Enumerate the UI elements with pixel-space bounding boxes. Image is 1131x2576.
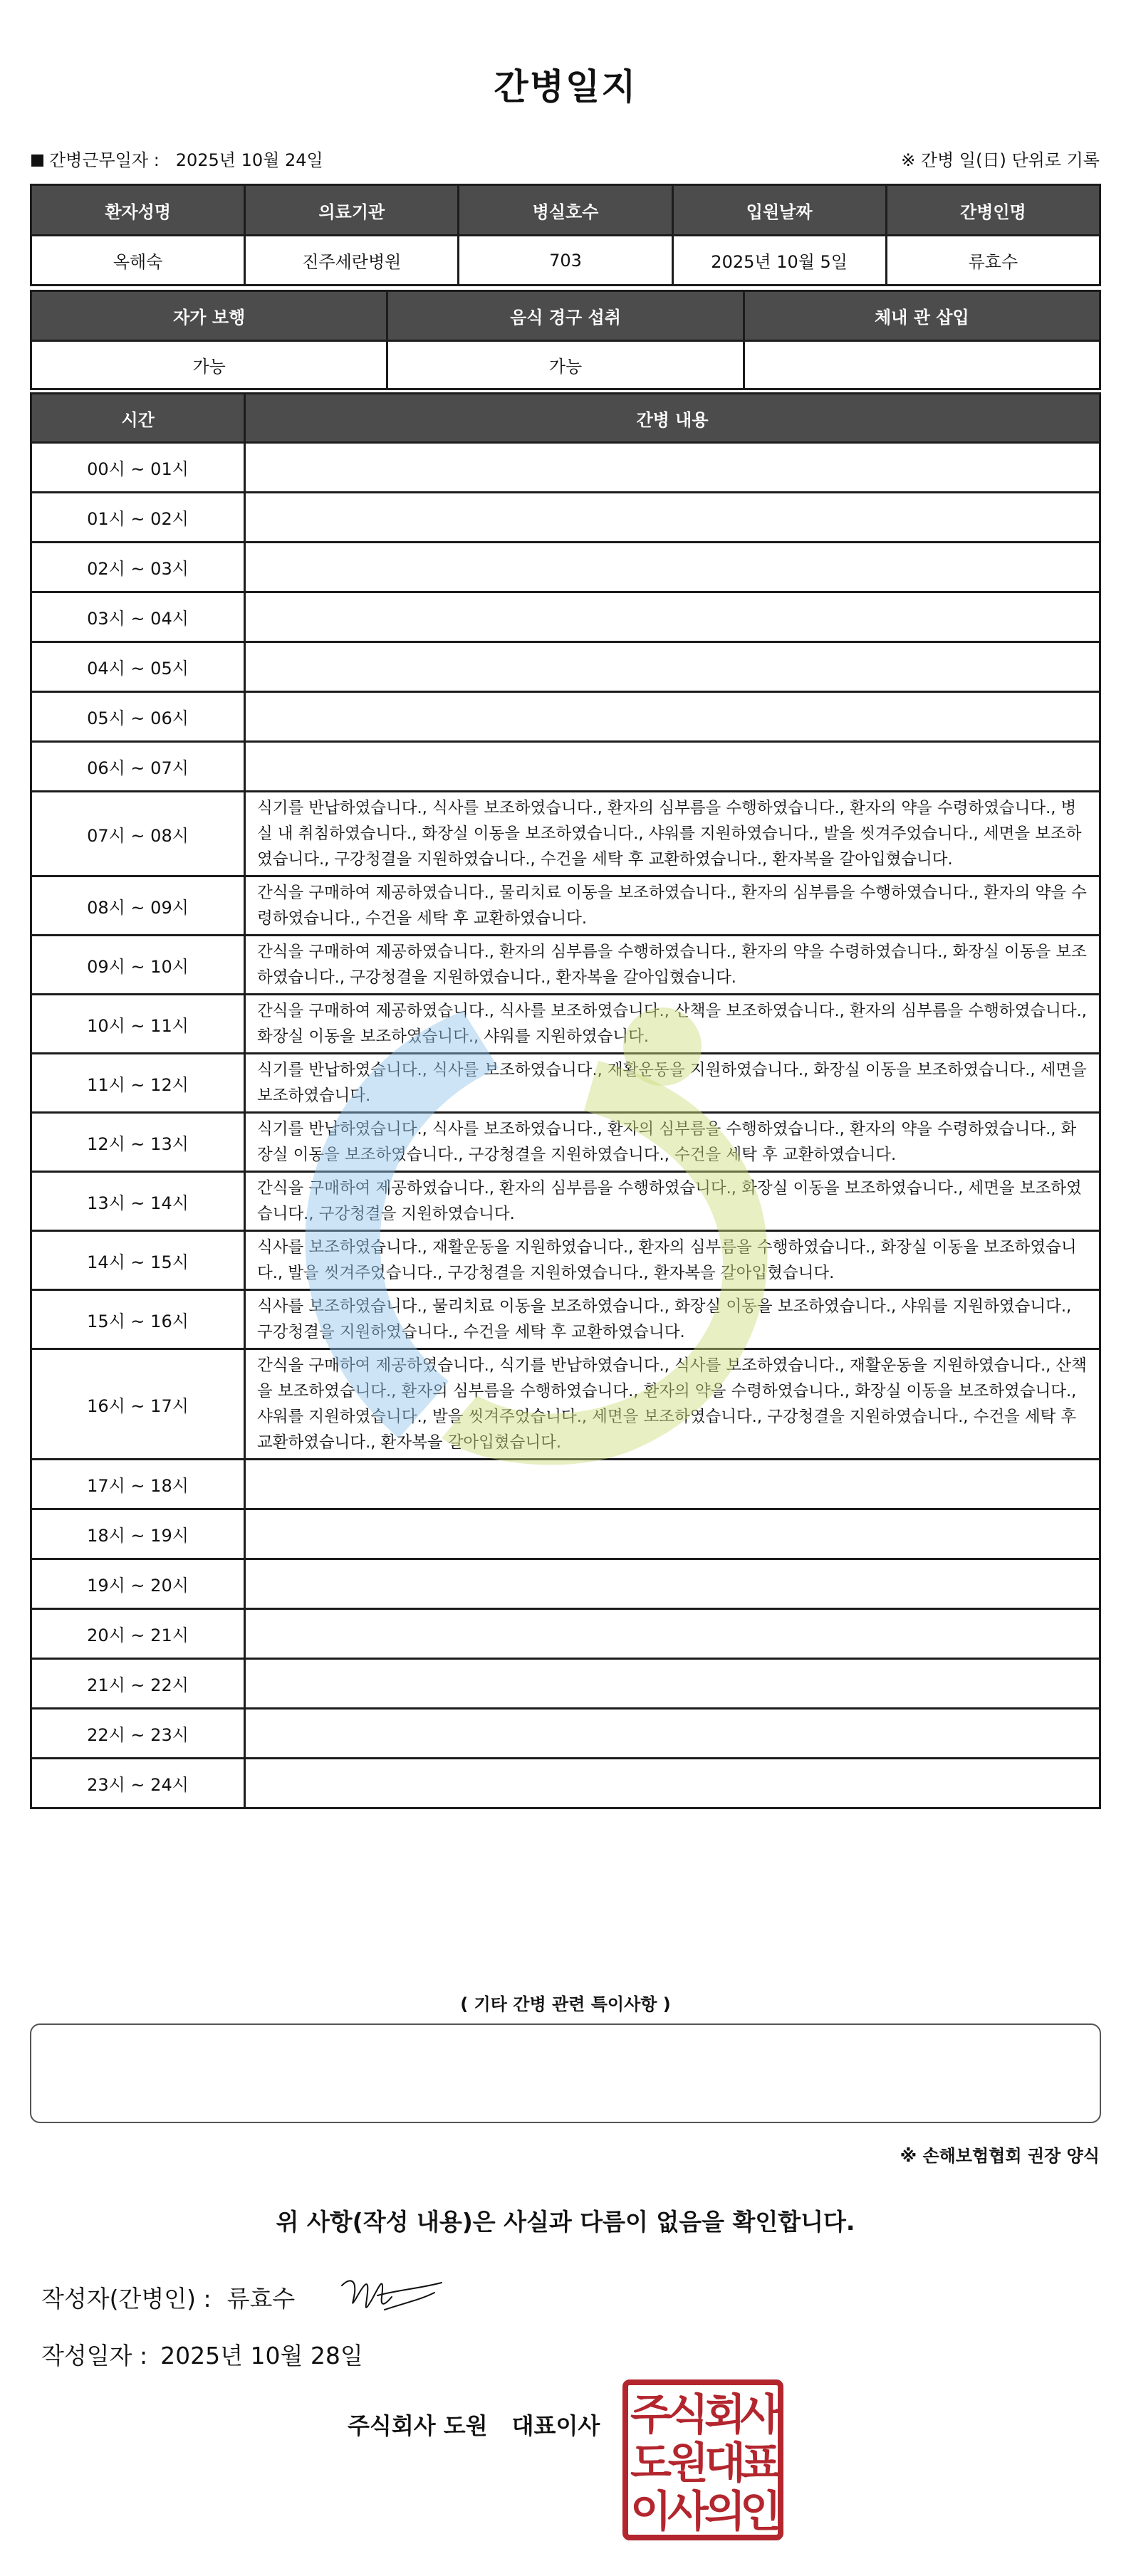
write-date-line — [41, 2337, 363, 2371]
care-log-time: 20시 ~ 21시 — [31, 1609, 245, 1659]
care-log-content — [245, 1460, 1100, 1509]
care-log-time: 22시 ~ 23시 — [31, 1709, 245, 1759]
care-log-time: 19시 ~ 20시 — [31, 1559, 245, 1609]
hospital-header: 의료기관 — [245, 185, 459, 236]
care-log-table — [30, 392, 1101, 1809]
care-log-content: 간식을 구매하여 제공하였습니다., 환자의 심부름을 수행하였습니다., 화장실 이동을 보조하였습니다., 세면을 보조하였습니다., 구강청결을 지원하였습니다. — [245, 1172, 1100, 1231]
hospital-value: 진주세란병원 — [245, 236, 459, 286]
care-log-content — [245, 692, 1100, 742]
caregiver-value: 류효수 — [886, 236, 1100, 286]
patient-info-table — [30, 184, 1101, 286]
svg-text:표: 표 — [740, 2439, 781, 2488]
svg-text:도: 도 — [630, 2439, 672, 2488]
care-log-time: 17시 ~ 18시 — [31, 1460, 245, 1509]
company-name: 주식회사 도원 — [348, 2412, 488, 2439]
care-log-content — [245, 1709, 1100, 1759]
care-log-row — [31, 1509, 1100, 1559]
care-log-time: 08시 ~ 09시 — [31, 876, 245, 936]
svg-text:식: 식 — [667, 2390, 709, 2440]
care-log-row — [31, 1349, 1100, 1460]
care-log-time: 05시 ~ 06시 — [31, 692, 245, 742]
care-log-row — [31, 642, 1100, 692]
care-log-content: 식사를 보조하였습니다., 물리치료 이동을 보조하였습니다., 화장실 이동을 보조하였습니다., 샤워를 지원하였습니다., 구강청결을 지원하였습니다., 수건을 세탁 후 교환하였습니다. — [245, 1290, 1100, 1349]
write-date-value: 2025년 10월 28일 — [160, 2342, 363, 2370]
care-log-row — [31, 876, 1100, 936]
work-date-label: 간병근무일자 : — [49, 150, 160, 170]
care-log-content — [245, 1609, 1100, 1659]
admission-date-value: 2025년 10월 5일 — [672, 236, 886, 286]
care-log-body — [31, 443, 1100, 1808]
patient-name-value: 옥해숙 — [31, 236, 245, 286]
care-log-content: 식기를 반납하였습니다., 식사를 보조하였습니다., 환자의 심부름을 수행하였습니다., 환자의 약을 수령하였습니다., 병실 내 취침하였습니다., 화장실 이동을 보조하였습니다., 샤워를 지원하였습니다., 발을 씻겨주었습니다., 세면을 보조하였습니다., 구강청결을 지원하였습니다., 수건을 세탁 후 교환하였습니다., 환자복을 갈아입혔습니다. — [245, 792, 1100, 876]
caregiver-header: 간병인명 — [886, 185, 1100, 236]
svg-text:사: 사 — [667, 2487, 709, 2537]
care-log-row — [31, 1290, 1100, 1349]
care-log-content — [245, 543, 1100, 592]
svg-text:이: 이 — [630, 2487, 672, 2537]
document-title: 간병일지 — [494, 66, 637, 108]
care-log-row — [31, 1054, 1100, 1113]
care-log-time: 04시 ~ 05시 — [31, 642, 245, 692]
care-log-content — [245, 443, 1100, 493]
care-log-content: 간식을 구매하여 제공하였습니다., 환자의 심부름을 수행하였습니다., 환자의 약을 수령하였습니다., 화장실 이동을 보조하였습니다., 구강청결을 지원하였습니다., 환자복을 갈아입혔습니다. — [245, 936, 1100, 995]
patient-name-header: 환자성명 — [31, 185, 245, 236]
care-log-row — [31, 443, 1100, 493]
svg-text:주: 주 — [630, 2390, 672, 2440]
write-date-label: 작성일자 : — [41, 2342, 148, 2370]
care-log-content — [245, 1759, 1100, 1808]
care-log-content — [245, 1559, 1100, 1609]
care-log-row — [31, 1460, 1100, 1509]
care-log-time: 18시 ~ 19시 — [31, 1509, 245, 1559]
walking-value: 가능 — [31, 341, 387, 389]
care-log-content: 간식을 구매하여 제공하였습니다., 식기를 반납하였습니다., 식사를 보조하였습니다., 재활운동을 지원하였습니다., 산책을 보조하였습니다., 환자의 심부름을 수행하였습니다., 환자의 약을 수령하였습니다., 화장실 이동을 보조하였습니다., 샤워를 지원하였습니다., 발을 씻겨주었습니다., 세면을 보조하였습니다., 구강청결을 지원하였습니다., 수건을 세탁 후 교환하였습니다., 환자복을 갈아입혔습니다. — [245, 1349, 1100, 1460]
care-log-content: 식기를 반납하였습니다., 식사를 보조하였습니다., 재활운동을 지원하였습니다., 화장실 이동을 보조하였습니다., 세면을 보조하였습니다. — [245, 1054, 1100, 1113]
care-log-content — [245, 742, 1100, 792]
care-log-row — [31, 1113, 1100, 1172]
svg-text:의: 의 — [704, 2487, 746, 2537]
care-log-row — [31, 1659, 1100, 1709]
confirmation-statement: 위 사항(작성 내용)은 사실과 다름이 없음을 확인합니다. — [276, 2208, 855, 2236]
svg-text:인: 인 — [740, 2487, 781, 2537]
care-log-content — [245, 493, 1100, 543]
svg-text:사: 사 — [740, 2390, 781, 2440]
extra-notes-box — [30, 2023, 1101, 2123]
care-log-row — [31, 1759, 1100, 1808]
care-log-row — [31, 592, 1100, 642]
care-log-time: 00시 ~ 01시 — [31, 443, 245, 493]
care-log-row — [31, 792, 1100, 876]
care-log-time: 07시 ~ 08시 — [31, 792, 245, 876]
care-log-time: 14시 ~ 15시 — [31, 1231, 245, 1290]
time-header: 시간 — [31, 394, 245, 443]
care-log-row — [31, 1231, 1100, 1290]
company-line — [348, 2408, 600, 2441]
work-date-line — [31, 146, 323, 171]
care-log-content: 간식을 구매하여 제공하였습니다., 물리치료 이동을 보조하였습니다., 환자의 심부름을 수행하였습니다., 환자의 약을 수령하였습니다., 수건을 세탁 후 교환하였습니다. — [245, 876, 1100, 936]
tube-insertion-value — [744, 341, 1100, 389]
care-log-row — [31, 995, 1100, 1054]
care-log-time: 06시 ~ 07시 — [31, 742, 245, 792]
care-log-time: 13시 ~ 14시 — [31, 1172, 245, 1231]
tube-insertion-header: 체내 관 삽입 — [744, 291, 1100, 341]
care-log-row — [31, 1172, 1100, 1231]
company-role: 대표이사 — [511, 2412, 600, 2439]
care-log-time: 10시 ~ 11시 — [31, 995, 245, 1054]
care-log-time: 11시 ~ 12시 — [31, 1054, 245, 1113]
care-log-row — [31, 692, 1100, 742]
care-log-content — [245, 642, 1100, 692]
content-header: 간병 내용 — [245, 394, 1100, 443]
admission-date-header: 입원날짜 — [672, 185, 886, 236]
care-log-content: 간식을 구매하여 제공하였습니다., 식사를 보조하였습니다., 산책을 보조하였습니다., 환자의 심부름을 수행하였습니다., 화장실 이동을 보조하였습니다., 샤워를 지원하였습니다. — [245, 995, 1100, 1054]
care-log-time: 02시 ~ 03시 — [31, 543, 245, 592]
care-log-content: 식사를 보조하였습니다., 재활운동을 지원하였습니다., 환자의 심부름을 수행하였습니다., 화장실 이동을 보조하였습니다., 발을 씻겨주었습니다., 구강청결을 지원하였습니다., 환자복을 갈아입혔습니다. — [245, 1231, 1100, 1290]
square-bullet-icon — [31, 155, 43, 167]
insurer-note: ※ 손해보험협회 권장 양식 — [900, 2146, 1100, 2166]
svg-text:회: 회 — [704, 2390, 746, 2440]
room-header: 병실호수 — [459, 185, 672, 236]
writer-label: 작성자(간병인) : — [41, 2285, 212, 2313]
care-log-content — [245, 1659, 1100, 1709]
care-log-time: 01시 ~ 02시 — [31, 493, 245, 543]
writer-name: 류효수 — [226, 2285, 296, 2313]
care-log-time: 09시 ~ 10시 — [31, 936, 245, 995]
care-log-row — [31, 493, 1100, 543]
care-log-row — [31, 1709, 1100, 1759]
care-log-time: 15시 ~ 16시 — [31, 1290, 245, 1349]
work-date-value: 2025년 10월 24일 — [175, 150, 323, 170]
unit-note: ※ 간병 일(日) 단위로 기록 — [901, 150, 1100, 170]
care-log-row — [31, 742, 1100, 792]
care-log-time: 23시 ~ 24시 — [31, 1759, 245, 1808]
care-log-row — [31, 1559, 1100, 1609]
care-log-content — [245, 592, 1100, 642]
svg-text:원: 원 — [667, 2439, 709, 2488]
oral-intake-header: 음식 경구 섭취 — [387, 291, 744, 341]
ability-table — [30, 290, 1101, 390]
company-seal — [621, 2378, 785, 2542]
handwritten-signature — [335, 2264, 449, 2321]
svg-text:대: 대 — [704, 2439, 746, 2488]
extra-notes-title: ( 기타 간병 관련 특이사항 ) — [460, 1994, 671, 2014]
writer-line — [41, 2281, 295, 2314]
care-log-time: 12시 ~ 13시 — [31, 1113, 245, 1172]
care-log-content: 식기를 반납하였습니다., 식사를 보조하였습니다., 환자의 심부름을 수행하였습니다., 환자의 약을 수령하였습니다., 화장실 이동을 보조하였습니다., 구강청결을 지원하였습니다., 수건을 세탁 후 교환하였습니다. — [245, 1113, 1100, 1172]
walking-header: 자가 보행 — [31, 291, 387, 341]
oral-intake-value: 가능 — [387, 341, 744, 389]
room-value: 703 — [459, 236, 672, 286]
care-log-row — [31, 543, 1100, 592]
care-log-content — [245, 1509, 1100, 1559]
care-log-row — [31, 936, 1100, 995]
care-log-time: 16시 ~ 17시 — [31, 1349, 245, 1460]
care-log-time: 21시 ~ 22시 — [31, 1659, 245, 1709]
care-log-row — [31, 1609, 1100, 1659]
care-log-time: 03시 ~ 04시 — [31, 592, 245, 642]
